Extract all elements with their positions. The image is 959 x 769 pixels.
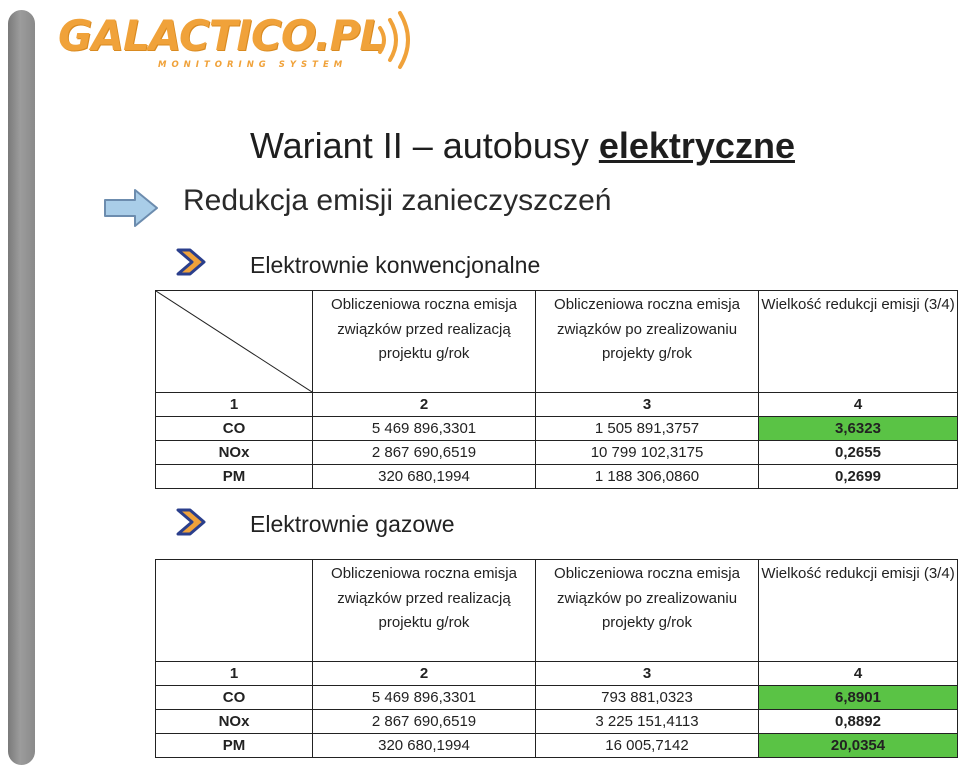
table-row	[156, 734, 958, 758]
value-before: 2 867 690,6519	[313, 441, 536, 465]
value-before: 2 867 690,6519	[313, 710, 536, 734]
header-after: Obliczeniowa roczna emisja związków po zrealizowaniu projekty g/rok	[536, 291, 759, 393]
table-row	[156, 710, 958, 734]
pollutant-name: NOx	[156, 710, 313, 734]
value-after: 793 881,0323	[536, 686, 759, 710]
chevron-right-icon	[176, 248, 208, 276]
logo-tagline: MONITORING SYSTEM	[158, 60, 348, 70]
value-after: 3 225 151,4113	[536, 710, 759, 734]
title-accent: elektryczne	[598, 125, 795, 166]
header-reduction: Wielkość redukcji emisji (3/4)	[759, 291, 958, 393]
column-number: 4	[759, 393, 958, 417]
value-after: 1 505 891,3757	[536, 417, 759, 441]
emission-table-conventional	[155, 290, 958, 489]
value-after: 16 005,7142	[536, 734, 759, 758]
table-row-column-numbers	[156, 393, 958, 417]
header-before: Obliczeniowa roczna emisja związków przed realizacją projektu g/rok	[313, 560, 536, 662]
empty-header-cell	[156, 560, 313, 662]
value-reduction: 0,2699	[759, 465, 958, 489]
table-row-column-numbers	[156, 662, 958, 686]
value-reduction: 0,2655	[759, 441, 958, 465]
value-reduction: 6,8901	[759, 686, 958, 710]
logo	[56, 10, 426, 80]
pollutant-name: CO	[156, 686, 313, 710]
value-reduction: 0,8892	[759, 710, 958, 734]
column-number: 4	[759, 662, 958, 686]
title-main: Wariant II – autobusy	[250, 125, 599, 166]
arrow-right-icon	[103, 188, 159, 228]
header-after: Obliczeniowa roczna emisja związków po zrealizowaniu projekty g/rok	[536, 560, 759, 662]
emission-table-gas	[155, 559, 958, 758]
page-title	[250, 124, 795, 168]
pollutant-name: CO	[156, 417, 313, 441]
pollutant-name: PM	[156, 465, 313, 489]
section-label-conventional: Elektrownie konwencjonalne	[250, 252, 541, 278]
table-row	[156, 686, 958, 710]
chevron-right-icon	[176, 508, 208, 536]
column-number: 2	[313, 662, 536, 686]
table-row	[156, 465, 958, 489]
value-after: 10 799 102,3175	[536, 441, 759, 465]
column-number: 3	[536, 662, 759, 686]
value-reduction: 20,0354	[759, 734, 958, 758]
value-reduction: 3,6323	[759, 417, 958, 441]
table-row	[156, 441, 958, 465]
header-reduction: Wielkość redukcji emisji (3/4)	[759, 560, 958, 662]
signal-waves-icon	[374, 10, 424, 70]
page-subtitle: Redukcja emisji zanieczyszczeń	[183, 184, 612, 217]
side-decoration-bar	[8, 10, 35, 765]
value-before: 320 680,1994	[313, 734, 536, 758]
column-number: 3	[536, 393, 759, 417]
value-before: 5 469 896,3301	[313, 686, 536, 710]
column-number: 1	[156, 393, 313, 417]
pollutant-name: NOx	[156, 441, 313, 465]
value-after: 1 188 306,0860	[536, 465, 759, 489]
logo-wordmark: GALACTICO.PL	[58, 11, 386, 60]
value-before: 5 469 896,3301	[313, 417, 536, 441]
value-before: 320 680,1994	[313, 465, 536, 489]
section-label-gas: Elektrownie gazowe	[250, 511, 455, 537]
header-before: Obliczeniowa roczna emisja związków przed realizacją projektu g/rok	[313, 291, 536, 393]
column-number: 1	[156, 662, 313, 686]
diagonal-header-cell	[156, 291, 313, 393]
table-row	[156, 417, 958, 441]
pollutant-name: PM	[156, 734, 313, 758]
column-number: 2	[313, 393, 536, 417]
